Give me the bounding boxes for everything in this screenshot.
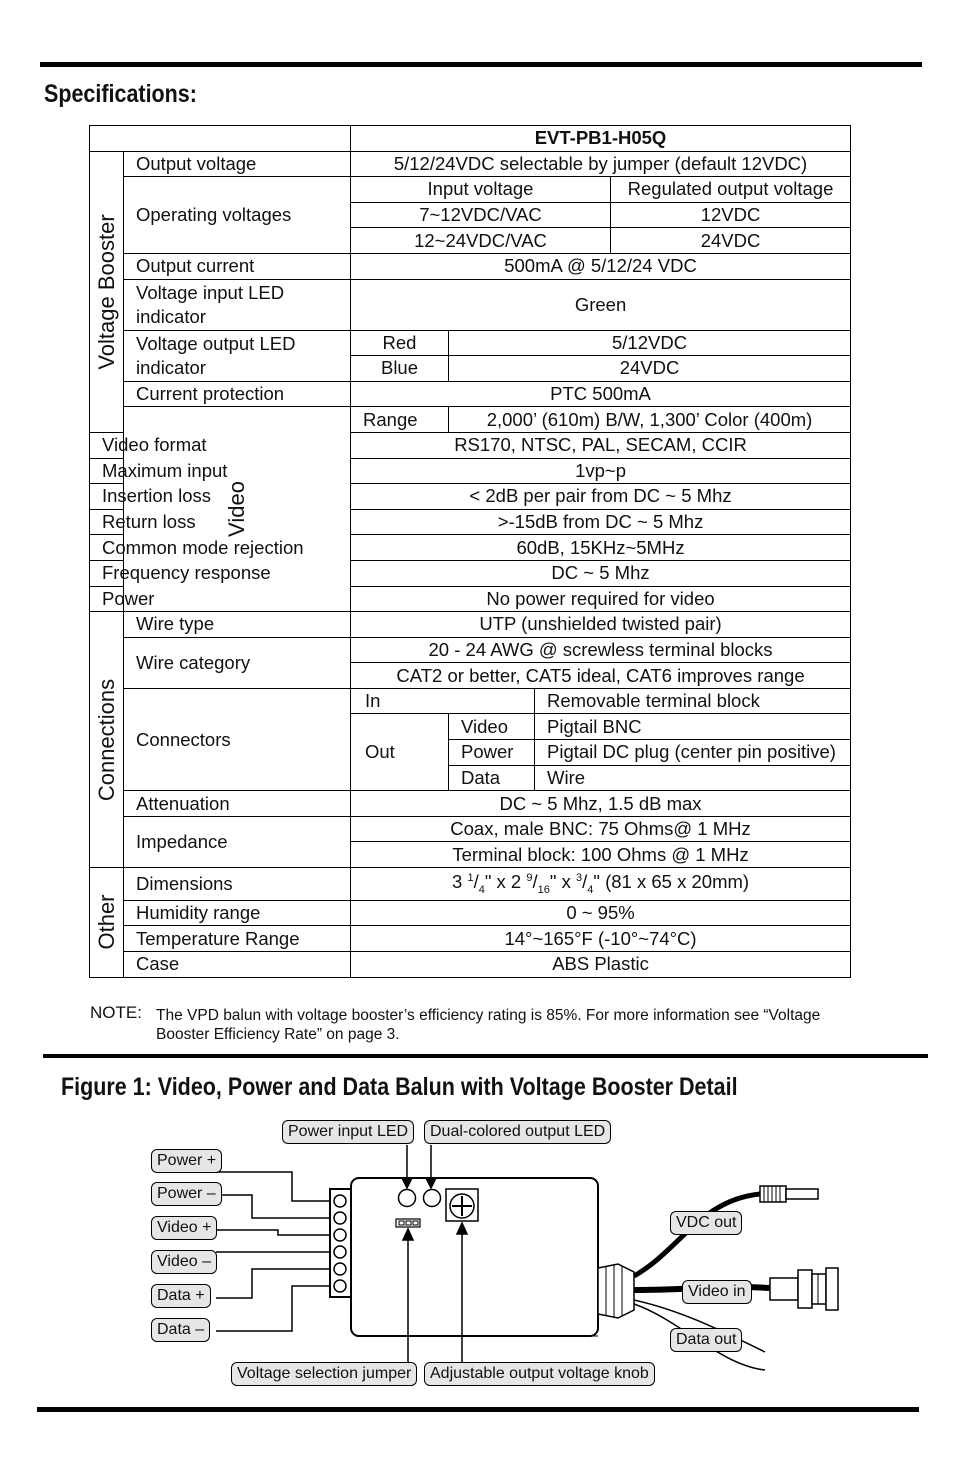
led-color-blue: Blue xyxy=(351,356,449,382)
row-label: Operating voltages xyxy=(124,177,351,254)
row-value: 60dB, 15KHz~5MHz xyxy=(351,535,851,561)
row-label: Output current xyxy=(124,253,351,279)
connector-type: Power xyxy=(449,740,535,766)
row-value: UTP (unshielded twisted pair) xyxy=(351,612,851,638)
connector-type: Data xyxy=(449,765,535,791)
row-value: Wire xyxy=(535,765,851,791)
row-value: Terminal block: 100 Ohms @ 1 MHz xyxy=(351,842,851,868)
label-power-plus: Power + xyxy=(151,1149,222,1173)
row-value: < 2dB per pair from DC ~ 5 Mhz xyxy=(351,484,851,510)
row-value: 5/12/24VDC selectable by jumper (default 12VDC) xyxy=(351,151,851,177)
row-label: Temperature Range xyxy=(124,926,351,952)
row-value: No power required for video xyxy=(351,586,851,612)
row-label: Return loss xyxy=(90,509,124,535)
jumper-icon xyxy=(396,1219,420,1227)
row-label: Wire type xyxy=(124,612,351,638)
row-value: DC ~ 5 Mhz, 1.5 dB max xyxy=(351,791,851,817)
row-value: 7~12VDC/VAC xyxy=(351,202,611,228)
section-video: Video xyxy=(124,407,351,612)
row-label: Insertion loss xyxy=(90,484,124,510)
row-label: Power xyxy=(90,586,124,612)
output-led-icon xyxy=(424,1190,441,1207)
dimensions-value: 3 $^1/_4$" x 2 $^9/_{16}$" x $^3/_4$" (81 x 65 x 20mm) xyxy=(351,868,851,901)
row-value: RS170, NTSC, PAL, SECAM, CCIR xyxy=(351,432,851,458)
row-label: Frequency response xyxy=(90,560,124,586)
note-text: The VPD balun with voltage booster’s efficiency rating is 85%. For more information see “Voltage Booster Efficiency Rate” on page 3. xyxy=(156,1007,821,1043)
row-value: 24VDC xyxy=(611,228,851,254)
figure-title: Figure 1: Video, Power and Data Balun with Voltage Booster Detail xyxy=(61,1073,738,1101)
vdc-cable xyxy=(634,1194,760,1276)
row-value: 24VDC xyxy=(449,356,851,382)
row-label: Voltage input LED indicator xyxy=(124,279,351,330)
row-label: Impedance xyxy=(124,816,351,867)
row-label: Wire category xyxy=(124,637,351,688)
row-value: >-15dB from DC ~ 5 Mhz xyxy=(351,509,851,535)
row-value: Pigtail DC plug (center pin positive) xyxy=(535,740,851,766)
label-vdc-out: VDC out xyxy=(670,1211,742,1235)
label-video-plus: Video + xyxy=(151,1216,217,1240)
label-voltage-selection-jumper: Voltage selection jumper xyxy=(231,1362,417,1386)
row-label: Dimensions xyxy=(124,868,351,901)
label-video-minus: Video – xyxy=(151,1250,217,1274)
row-label: Output voltage xyxy=(124,151,351,177)
row-value: 12VDC xyxy=(611,202,851,228)
row-label: Voltage output LED indicator xyxy=(124,330,351,381)
row-value: 1vp~p xyxy=(351,458,851,484)
connector-type: Video xyxy=(449,714,535,740)
row-value: Pigtail BNC xyxy=(535,714,851,740)
row-value: DC ~ 5 Mhz xyxy=(351,560,851,586)
row-value: 20 - 24 AWG @ screwless terminal blocks xyxy=(351,637,851,663)
label-adjustable-knob: Adjustable output voltage knob xyxy=(424,1362,655,1386)
specifications-heading: Specifications: xyxy=(44,80,197,108)
row-value: CAT2 or better, CAT5 ideal, CAT6 improves range xyxy=(351,663,851,689)
row-value: 500mA @ 5/12/24 VDC xyxy=(351,253,851,279)
note-tag: NOTE: xyxy=(90,1003,142,1022)
connector-out-label: Out xyxy=(351,714,449,791)
label-power-minus: Power – xyxy=(151,1182,222,1206)
cable-strain-relief xyxy=(598,1264,634,1318)
label-video-in: Video in xyxy=(682,1280,752,1304)
label-data-out: Data out xyxy=(670,1328,742,1352)
row-value: ABS Plastic xyxy=(351,952,851,978)
led-color-red: Red xyxy=(351,330,449,356)
label-power-input-led: Power input LED xyxy=(282,1120,414,1144)
row-label: Case xyxy=(124,952,351,978)
row-value: 14°~165°F (-10°~74°C) xyxy=(351,926,851,952)
connector-in-label: In xyxy=(351,688,535,714)
section-connections: Connections xyxy=(90,612,124,868)
label-dual-output-led: Dual-colored output LED xyxy=(424,1120,611,1144)
power-input-led-icon xyxy=(399,1190,416,1207)
row-label: Current protection xyxy=(124,381,351,407)
row-value: Green xyxy=(351,279,851,330)
row-label: Maximum input xyxy=(90,458,124,484)
label-data-plus: Data + xyxy=(151,1284,211,1308)
section-voltage-booster: Voltage Booster xyxy=(90,151,124,432)
bottom-rule xyxy=(37,1407,919,1412)
row-label: Video format xyxy=(90,432,124,458)
section-other: Other xyxy=(90,868,124,978)
row-label: Range xyxy=(351,407,449,433)
label-data-minus: Data – xyxy=(151,1318,210,1342)
row-label: Common mode rejection xyxy=(90,535,124,561)
subheader-input-voltage: Input voltage xyxy=(351,177,611,203)
model-name: EVT-PB1-H05Q xyxy=(351,126,851,152)
row-value: 5/12VDC xyxy=(449,330,851,356)
terminal-wires xyxy=(216,1172,330,1331)
row-value: 0 ~ 95% xyxy=(351,900,851,926)
row-label: Connectors xyxy=(124,688,351,790)
bnc-connector-icon xyxy=(770,1278,798,1300)
row-value: Coax, male BNC: 75 Ohms@ 1 MHz xyxy=(351,816,851,842)
row-value: 2,000’ (610m) B/W, 1,300’ Color (400m) xyxy=(449,407,851,433)
row-label: Attenuation xyxy=(124,791,351,817)
row-value: 12~24VDC/VAC xyxy=(351,228,611,254)
row-value: Removable terminal block xyxy=(535,688,851,714)
row-label: Humidity range xyxy=(124,900,351,926)
row-value: PTC 500mA xyxy=(351,381,851,407)
subheader-regulated-output: Regulated output voltage xyxy=(611,177,851,203)
